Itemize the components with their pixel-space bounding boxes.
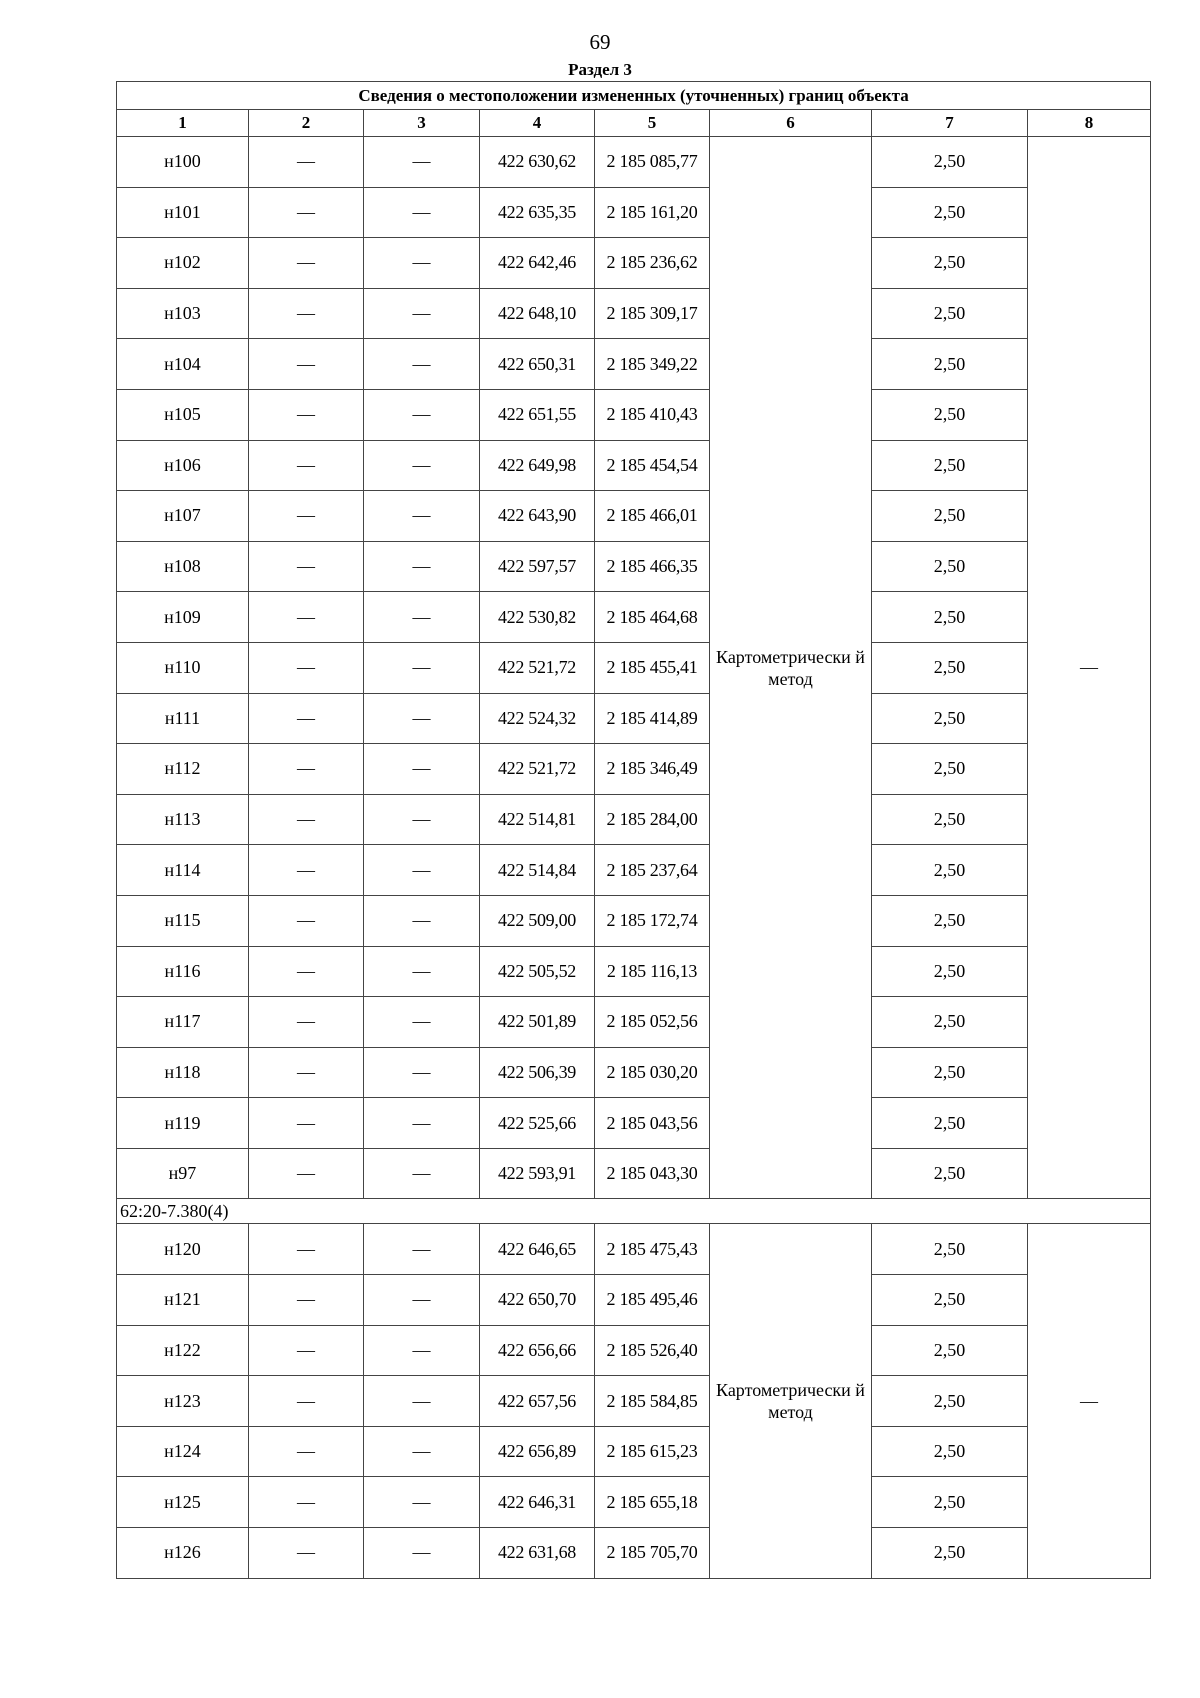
x-coordinate-cell: 422 521,72	[480, 642, 595, 693]
table-title: Сведения о местоположении измененных (уточненных) границ объекта	[117, 82, 1151, 110]
col3-cell: —	[364, 389, 480, 440]
col2-cell: —	[249, 693, 364, 744]
page-number: 69	[589, 30, 611, 54]
table-row	[117, 1224, 1151, 1275]
col3-cell: —	[364, 339, 480, 390]
x-coordinate-cell: 422 505,52	[480, 946, 595, 997]
point-name-cell: н124	[117, 1426, 249, 1477]
col2-cell: —	[249, 389, 364, 440]
col3-cell: —	[364, 1477, 480, 1528]
x-coordinate-cell: 422 651,55	[480, 389, 595, 440]
x-coordinate-cell: 422 509,00	[480, 895, 595, 946]
accuracy-cell: 2,50	[872, 1047, 1028, 1098]
table-row	[117, 1426, 1151, 1477]
table-row	[117, 137, 1151, 188]
column-number: 2	[249, 110, 364, 137]
accuracy-cell: 2,50	[872, 339, 1028, 390]
accuracy-cell: 2,50	[872, 1477, 1028, 1528]
y-coordinate-cell: 2 185 655,18	[595, 1477, 710, 1528]
x-coordinate-cell: 422 656,89	[480, 1426, 595, 1477]
col3-cell: —	[364, 440, 480, 491]
table-body	[117, 137, 1151, 1579]
y-coordinate-cell: 2 185 414,89	[595, 693, 710, 744]
column-number: 6	[710, 110, 872, 137]
col2-cell: —	[249, 440, 364, 491]
section-label-row	[117, 1199, 1151, 1224]
col3-cell: —	[364, 946, 480, 997]
col3-cell: —	[364, 137, 480, 188]
col3-cell: —	[364, 1275, 480, 1326]
col3-cell: —	[364, 693, 480, 744]
x-coordinate-cell: 422 650,31	[480, 339, 595, 390]
point-name-cell: н125	[117, 1477, 249, 1528]
point-name-cell: н103	[117, 288, 249, 339]
col2-cell: —	[249, 238, 364, 289]
x-coordinate-cell: 422 656,66	[480, 1325, 595, 1376]
col3-cell: —	[364, 238, 480, 289]
point-name-cell: н121	[117, 1275, 249, 1326]
point-name-cell: н104	[117, 339, 249, 390]
point-name-cell: н106	[117, 440, 249, 491]
y-coordinate-cell: 2 185 346,49	[595, 744, 710, 795]
point-name-cell: н100	[117, 137, 249, 188]
point-name-cell: н110	[117, 642, 249, 693]
table-row	[117, 1325, 1151, 1376]
table-row	[117, 1477, 1151, 1528]
table-row	[117, 642, 1151, 693]
boundary-coordinates-table	[116, 81, 1151, 1579]
col3-cell: —	[364, 895, 480, 946]
y-coordinate-cell: 2 185 236,62	[595, 238, 710, 289]
col3-cell: —	[364, 1528, 480, 1579]
y-coordinate-cell: 2 185 475,43	[595, 1224, 710, 1275]
column-number: 7	[872, 110, 1028, 137]
y-coordinate-cell: 2 185 615,23	[595, 1426, 710, 1477]
col8-cell: —	[1028, 137, 1151, 1199]
table-row	[117, 187, 1151, 238]
y-coordinate-cell: 2 185 043,30	[595, 1148, 710, 1199]
cadastral-section-label: 62:20-7.380(4)	[117, 1199, 1151, 1224]
col3-cell: —	[364, 1224, 480, 1275]
accuracy-cell: 2,50	[872, 1325, 1028, 1376]
point-name-cell: н101	[117, 187, 249, 238]
point-name-cell: н118	[117, 1047, 249, 1098]
col2-cell: —	[249, 1477, 364, 1528]
y-coordinate-cell: 2 185 161,20	[595, 187, 710, 238]
x-coordinate-cell: 422 593,91	[480, 1148, 595, 1199]
x-coordinate-cell: 422 530,82	[480, 592, 595, 643]
x-coordinate-cell: 422 521,72	[480, 744, 595, 795]
x-coordinate-cell: 422 524,32	[480, 693, 595, 744]
y-coordinate-cell: 2 185 495,46	[595, 1275, 710, 1326]
x-coordinate-cell: 422 649,98	[480, 440, 595, 491]
col3-cell: —	[364, 1148, 480, 1199]
col3-cell: —	[364, 187, 480, 238]
col2-cell: —	[249, 845, 364, 896]
point-name-cell: н107	[117, 491, 249, 542]
col2-cell: —	[249, 1325, 364, 1376]
table-row	[117, 592, 1151, 643]
y-coordinate-cell: 2 185 349,22	[595, 339, 710, 390]
accuracy-cell: 2,50	[872, 187, 1028, 238]
col3-cell: —	[364, 1426, 480, 1477]
col3-cell: —	[364, 845, 480, 896]
x-coordinate-cell: 422 635,35	[480, 187, 595, 238]
col2-cell: —	[249, 592, 364, 643]
point-name-cell: н123	[117, 1376, 249, 1427]
column-number: 3	[364, 110, 480, 137]
y-coordinate-cell: 2 185 043,56	[595, 1098, 710, 1149]
col8-cell: —	[1028, 1224, 1151, 1578]
accuracy-cell: 2,50	[872, 642, 1028, 693]
x-coordinate-cell: 422 630,62	[480, 137, 595, 188]
table-row	[117, 440, 1151, 491]
accuracy-cell: 2,50	[872, 1098, 1028, 1149]
accuracy-cell: 2,50	[872, 1224, 1028, 1275]
method-cell: Картометрически й метод	[710, 137, 872, 1199]
accuracy-cell: 2,50	[872, 440, 1028, 491]
col2-cell: —	[249, 288, 364, 339]
col2-cell: —	[249, 642, 364, 693]
table-row	[117, 744, 1151, 795]
y-coordinate-cell: 2 185 237,64	[595, 845, 710, 896]
x-coordinate-cell: 422 643,90	[480, 491, 595, 542]
y-coordinate-cell: 2 185 584,85	[595, 1376, 710, 1427]
x-coordinate-cell: 422 646,31	[480, 1477, 595, 1528]
accuracy-cell: 2,50	[872, 288, 1028, 339]
accuracy-cell: 2,50	[872, 1376, 1028, 1427]
accuracy-cell: 2,50	[872, 997, 1028, 1048]
col2-cell: —	[249, 187, 364, 238]
table-row	[117, 238, 1151, 289]
col3-cell: —	[364, 642, 480, 693]
col2-cell: —	[249, 491, 364, 542]
col3-cell: —	[364, 592, 480, 643]
x-coordinate-cell: 422 648,10	[480, 288, 595, 339]
col2-cell: —	[249, 1275, 364, 1326]
table-row	[117, 997, 1151, 1048]
point-name-cell: н113	[117, 794, 249, 845]
col2-cell: —	[249, 1426, 364, 1477]
point-name-cell: н116	[117, 946, 249, 997]
accuracy-cell: 2,50	[872, 389, 1028, 440]
col2-cell: —	[249, 997, 364, 1048]
y-coordinate-cell: 2 185 116,13	[595, 946, 710, 997]
x-coordinate-cell: 422 646,65	[480, 1224, 595, 1275]
col2-cell: —	[249, 541, 364, 592]
x-coordinate-cell: 422 525,66	[480, 1098, 595, 1149]
col3-cell: —	[364, 997, 480, 1048]
col3-cell: —	[364, 491, 480, 542]
col2-cell: —	[249, 1376, 364, 1427]
col2-cell: —	[249, 895, 364, 946]
col3-cell: —	[364, 1376, 480, 1427]
col2-cell: —	[249, 1047, 364, 1098]
column-number: 5	[595, 110, 710, 137]
table-row	[117, 491, 1151, 542]
table-row	[117, 845, 1151, 896]
table-row	[117, 1275, 1151, 1326]
col2-cell: —	[249, 794, 364, 845]
point-name-cell: н111	[117, 693, 249, 744]
accuracy-cell: 2,50	[872, 744, 1028, 795]
x-coordinate-cell: 422 650,70	[480, 1275, 595, 1326]
col2-cell: —	[249, 1224, 364, 1275]
y-coordinate-cell: 2 185 705,70	[595, 1528, 710, 1579]
col3-cell: —	[364, 1098, 480, 1149]
x-coordinate-cell: 422 514,84	[480, 845, 595, 896]
accuracy-cell: 2,50	[872, 693, 1028, 744]
table-row	[117, 1376, 1151, 1427]
col2-cell: —	[249, 137, 364, 188]
point-name-cell: н122	[117, 1325, 249, 1376]
y-coordinate-cell: 2 185 030,20	[595, 1047, 710, 1098]
table-row	[117, 288, 1151, 339]
point-name-cell: н126	[117, 1528, 249, 1579]
table-row	[117, 389, 1151, 440]
x-coordinate-cell: 422 631,68	[480, 1528, 595, 1579]
accuracy-cell: 2,50	[872, 794, 1028, 845]
y-coordinate-cell: 2 185 464,68	[595, 592, 710, 643]
x-coordinate-cell: 422 642,46	[480, 238, 595, 289]
method-cell: Картометрически й метод	[710, 1224, 872, 1578]
column-number: 8	[1028, 110, 1151, 137]
point-name-cell: н115	[117, 895, 249, 946]
point-name-cell: н120	[117, 1224, 249, 1275]
table-row	[117, 794, 1151, 845]
x-coordinate-cell: 422 501,89	[480, 997, 595, 1048]
col3-cell: —	[364, 744, 480, 795]
y-coordinate-cell: 2 185 172,74	[595, 895, 710, 946]
col2-cell: —	[249, 744, 364, 795]
accuracy-cell: 2,50	[872, 895, 1028, 946]
accuracy-cell: 2,50	[872, 845, 1028, 896]
accuracy-cell: 2,50	[872, 946, 1028, 997]
col2-cell: —	[249, 1098, 364, 1149]
col2-cell: —	[249, 1528, 364, 1579]
point-name-cell: н109	[117, 592, 249, 643]
y-coordinate-cell: 2 185 455,41	[595, 642, 710, 693]
accuracy-cell: 2,50	[872, 592, 1028, 643]
y-coordinate-cell: 2 185 466,01	[595, 491, 710, 542]
col2-cell: —	[249, 339, 364, 390]
table-row	[117, 895, 1151, 946]
y-coordinate-cell: 2 185 309,17	[595, 288, 710, 339]
accuracy-cell: 2,50	[872, 541, 1028, 592]
table-row	[117, 541, 1151, 592]
y-coordinate-cell: 2 185 454,54	[595, 440, 710, 491]
column-number: 4	[480, 110, 595, 137]
col2-cell: —	[249, 1148, 364, 1199]
col3-cell: —	[364, 1047, 480, 1098]
accuracy-cell: 2,50	[872, 1426, 1028, 1477]
table-row	[117, 1528, 1151, 1579]
col3-cell: —	[364, 288, 480, 339]
point-name-cell: н117	[117, 997, 249, 1048]
accuracy-cell: 2,50	[872, 1148, 1028, 1199]
col3-cell: —	[364, 794, 480, 845]
point-name-cell: н102	[117, 238, 249, 289]
column-number: 1	[117, 110, 249, 137]
column-number-row	[117, 110, 1151, 137]
table-row	[117, 1098, 1151, 1149]
point-name-cell: н108	[117, 541, 249, 592]
point-name-cell: н105	[117, 389, 249, 440]
table-row	[117, 339, 1151, 390]
col3-cell: —	[364, 1325, 480, 1376]
y-coordinate-cell: 2 185 284,00	[595, 794, 710, 845]
x-coordinate-cell: 422 657,56	[480, 1376, 595, 1427]
accuracy-cell: 2,50	[872, 491, 1028, 542]
x-coordinate-cell: 422 506,39	[480, 1047, 595, 1098]
table-row	[117, 1047, 1151, 1098]
table-row	[117, 1148, 1151, 1199]
x-coordinate-cell: 422 597,57	[480, 541, 595, 592]
point-name-cell: н97	[117, 1148, 249, 1199]
y-coordinate-cell: 2 185 052,56	[595, 997, 710, 1048]
point-name-cell: н112	[117, 744, 249, 795]
point-name-cell: н119	[117, 1098, 249, 1149]
accuracy-cell: 2,50	[872, 238, 1028, 289]
col3-cell: —	[364, 541, 480, 592]
table-row	[117, 946, 1151, 997]
point-name-cell: н114	[117, 845, 249, 896]
y-coordinate-cell: 2 185 085,77	[595, 137, 710, 188]
section-title: Раздел 3	[568, 60, 632, 79]
accuracy-cell: 2,50	[872, 1528, 1028, 1579]
accuracy-cell: 2,50	[872, 1275, 1028, 1326]
y-coordinate-cell: 2 185 466,35	[595, 541, 710, 592]
table-row	[117, 693, 1151, 744]
accuracy-cell: 2,50	[872, 137, 1028, 188]
x-coordinate-cell: 422 514,81	[480, 794, 595, 845]
y-coordinate-cell: 2 185 410,43	[595, 389, 710, 440]
col2-cell: —	[249, 946, 364, 997]
y-coordinate-cell: 2 185 526,40	[595, 1325, 710, 1376]
